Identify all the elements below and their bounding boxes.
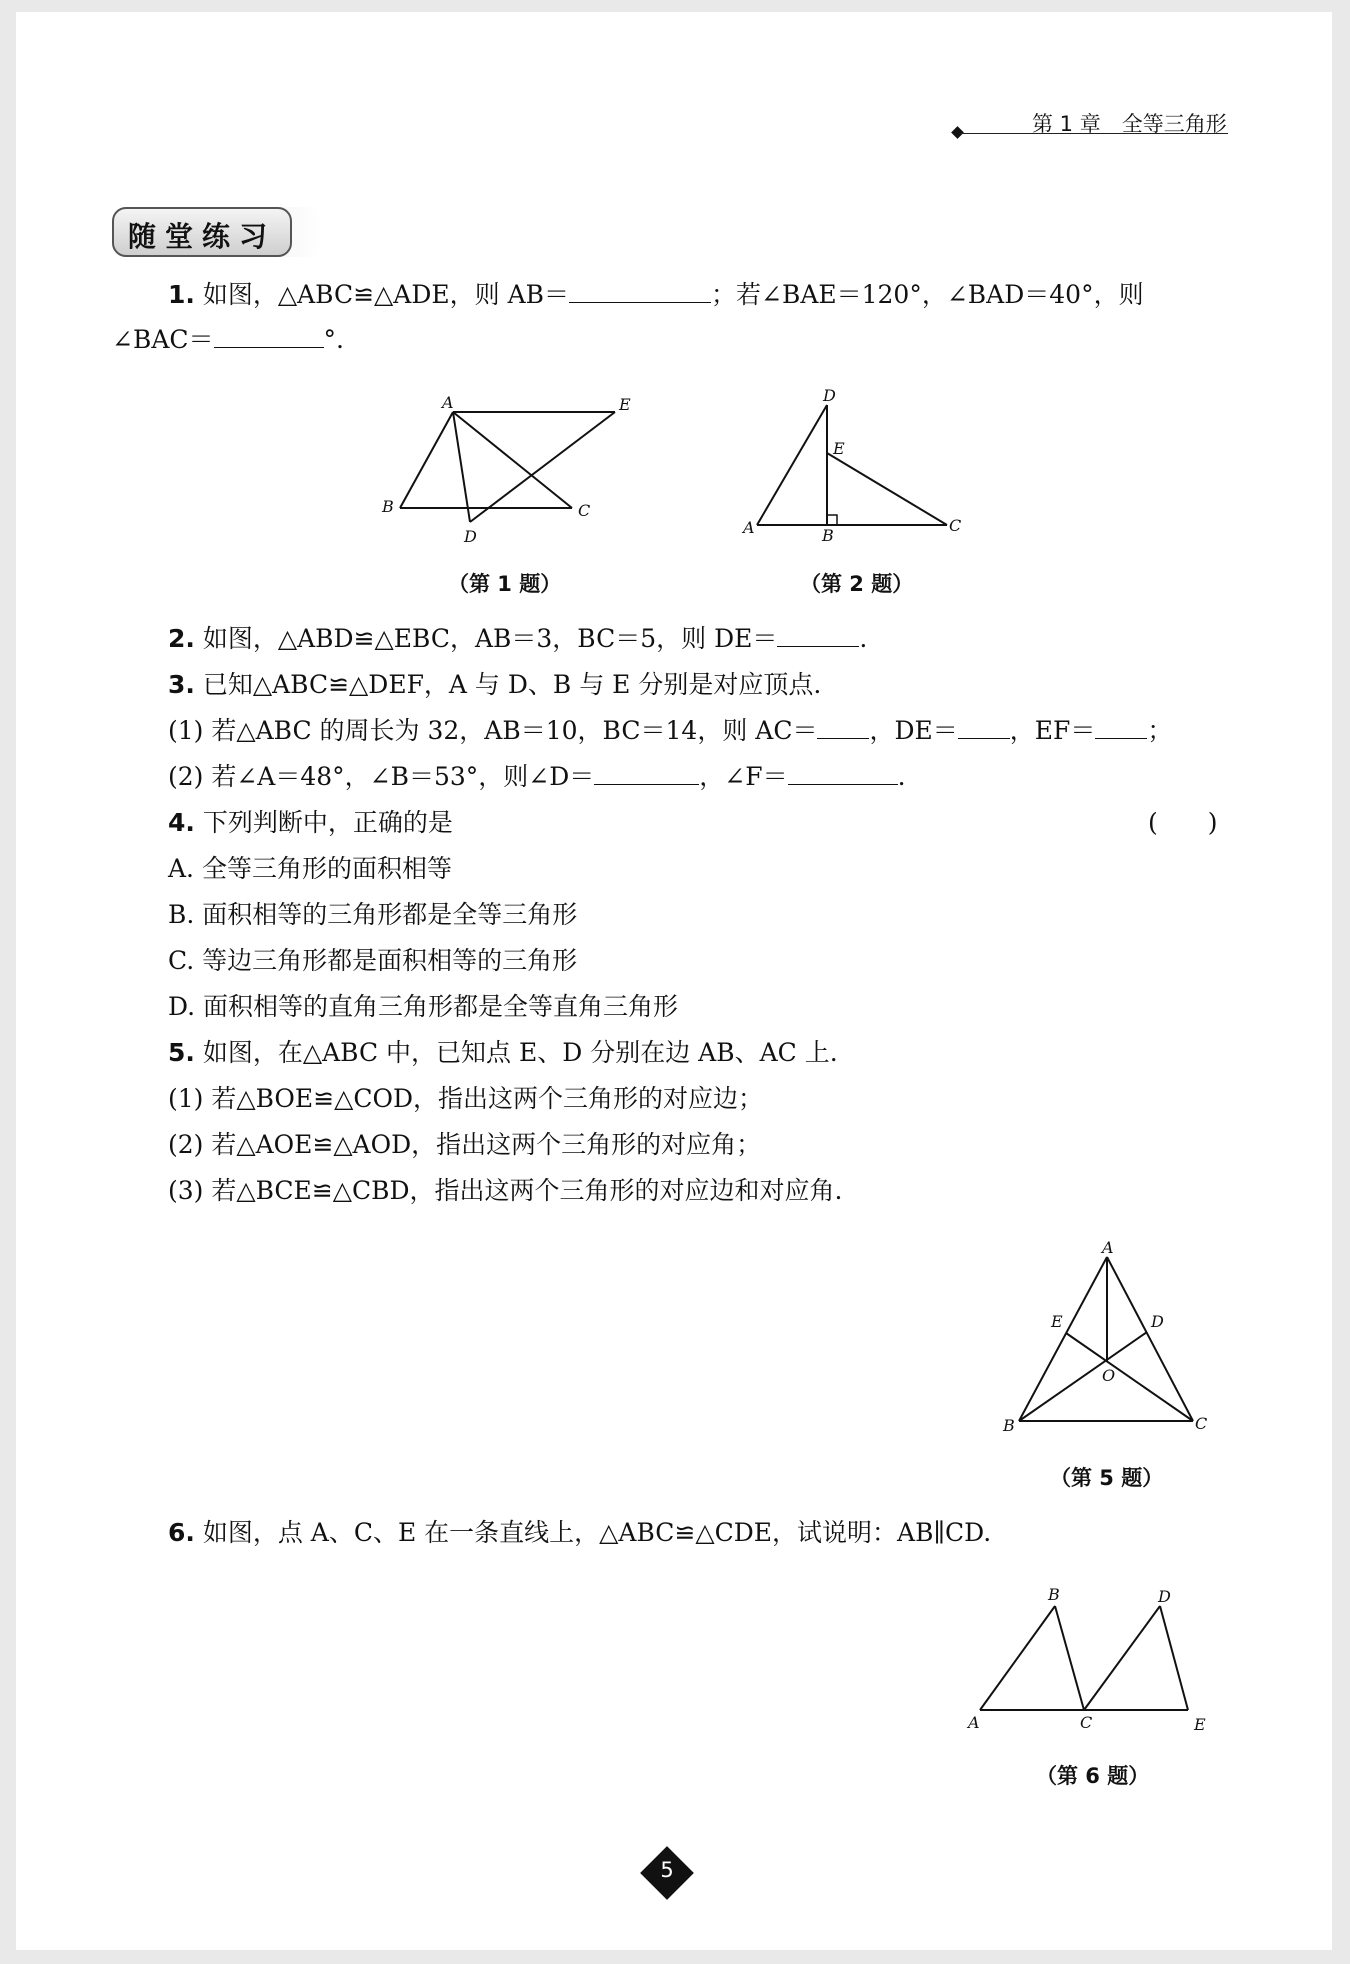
q4-line bbox=[168, 806, 453, 840]
q4-number: 4. bbox=[168, 808, 195, 837]
fig2-label-b: B bbox=[822, 526, 834, 545]
figure-2-diagram bbox=[735, 385, 975, 545]
header-rule bbox=[960, 133, 1228, 134]
figure-1-diagram bbox=[370, 390, 640, 550]
q1-text-a: 如图，△ABC≌△ADE，则 AB＝ bbox=[202, 280, 569, 309]
fig5-label-e: E bbox=[1051, 1312, 1063, 1331]
fig1-label-c: C bbox=[578, 501, 591, 520]
q3-p1-d: ； bbox=[1147, 716, 1173, 745]
q3-blank-ac[interactable] bbox=[817, 716, 869, 739]
q3-p2-c: . bbox=[897, 762, 906, 791]
q5-part2: (2) 若△AOE≌△AOD，指出这两个三角形的对应角； bbox=[168, 1130, 762, 1159]
fig5-label-a: A bbox=[1102, 1238, 1114, 1257]
fig6-label-e: E bbox=[1194, 1715, 1206, 1734]
q4-text: 下列判断中，正确的是 bbox=[202, 808, 453, 837]
fig6-label-d: D bbox=[1158, 1587, 1171, 1606]
q4-option-c[interactable]: C. 等边三角形都是面积相等的三角形 bbox=[168, 946, 578, 975]
fig2-label-e: E bbox=[833, 439, 845, 458]
q1-line2 bbox=[112, 323, 344, 357]
fig1-label-a: A bbox=[442, 393, 454, 412]
q2-text-a: 如图，△ABD≌△EBC，AB＝3，BC＝5，则 DE＝ bbox=[202, 624, 778, 653]
section-badge bbox=[112, 207, 322, 257]
q6-line bbox=[168, 1516, 991, 1550]
q4-option-d[interactable]: D. 面积相等的直角三角形都是全等直角三角形 bbox=[168, 992, 679, 1021]
fig2-label-d: D bbox=[823, 386, 836, 405]
q3-part2 bbox=[168, 760, 906, 794]
q3-p1-c: ，EF＝ bbox=[1009, 716, 1096, 745]
q6-number: 6. bbox=[168, 1518, 195, 1547]
figure-5-caption: （第 5 题） bbox=[1050, 1466, 1164, 1490]
fig5-label-o: O bbox=[1102, 1366, 1116, 1385]
q1-line1 bbox=[168, 278, 1144, 312]
q4-option-b[interactable]: B. 面积相等的三角形都是全等三角形 bbox=[168, 900, 578, 929]
q2-text-b: . bbox=[859, 624, 868, 653]
fig1-label-d: D bbox=[464, 527, 477, 546]
fig6-label-a: A bbox=[968, 1713, 980, 1732]
q5-text: 如图，在△ABC 中，已知点 E、D 分别在边 AB、AC 上. bbox=[202, 1038, 838, 1067]
q1-text-c: ∠BAC＝ bbox=[112, 325, 214, 354]
fig5-label-c: C bbox=[1195, 1414, 1208, 1433]
q4-option-a[interactable]: A. 全等三角形的面积相等 bbox=[168, 854, 452, 883]
section-title: 随堂练习 bbox=[128, 220, 277, 253]
q1-text-d: °. bbox=[323, 325, 344, 354]
q3-p1-b: ，DE＝ bbox=[869, 716, 958, 745]
q3-part1 bbox=[168, 714, 1172, 748]
q3-line bbox=[168, 668, 821, 702]
q3-blank-de[interactable] bbox=[958, 716, 1010, 739]
chapter-header: 第 1 章 全等三角形 bbox=[1032, 112, 1227, 136]
q3-text: 已知△ABC≌△DEF，A 与 D、B 与 E 分别是对应顶点. bbox=[202, 670, 822, 699]
q3-number: 3. bbox=[168, 670, 195, 699]
q5-part1: (1) 若△BOE≌△COD，指出这两个三角形的对应边； bbox=[168, 1084, 764, 1113]
q3-p2-a: (2) 若∠A＝48°，∠B＝53°，则∠D＝ bbox=[168, 762, 595, 791]
fig2-label-c: C bbox=[949, 516, 962, 535]
q1-text-b: ；若∠BAE＝120°，∠BAD＝40°，则 bbox=[711, 280, 1144, 309]
fig5-label-d: D bbox=[1151, 1312, 1164, 1331]
figure-1-caption: （第 1 题） bbox=[448, 572, 562, 596]
q1-blank-ab[interactable] bbox=[569, 280, 711, 303]
fig2-label-a: A bbox=[743, 518, 755, 537]
q5-part3: (3) 若△BCE≌△CBD，指出这两个三角形的对应边和对应角. bbox=[168, 1176, 843, 1205]
q3-blank-ef[interactable] bbox=[1095, 716, 1147, 739]
figure-5-diagram bbox=[995, 1235, 1215, 1435]
figure-6-diagram bbox=[960, 1580, 1215, 1740]
fig1-label-e: E bbox=[619, 395, 631, 414]
q2-number: 2. bbox=[168, 624, 195, 653]
section-badge-frame bbox=[112, 207, 292, 257]
page-number: 5 bbox=[660, 1858, 674, 1882]
q3-blank-angle-f[interactable] bbox=[788, 762, 898, 785]
q5-number: 5. bbox=[168, 1038, 195, 1067]
q3-blank-angle-d[interactable] bbox=[594, 762, 699, 785]
q3-p1-a: (1) 若△ABC 的周长为 32，AB＝10，BC＝14，则 AC＝ bbox=[168, 716, 818, 745]
figure-6-caption: （第 6 题） bbox=[1036, 1764, 1150, 1788]
fig1-label-b: B bbox=[382, 497, 394, 516]
fig6-label-c: C bbox=[1080, 1713, 1093, 1732]
q3-p2-b: ，∠F＝ bbox=[699, 762, 788, 791]
fig6-label-b: B bbox=[1048, 1585, 1060, 1604]
q5-line bbox=[168, 1036, 838, 1070]
fig5-label-b: B bbox=[1003, 1416, 1015, 1435]
figure-2-caption: （第 2 题） bbox=[800, 572, 914, 596]
q1-number: 1. bbox=[168, 280, 195, 309]
q1-blank-angle[interactable] bbox=[214, 325, 324, 348]
q2-line bbox=[168, 622, 867, 656]
q2-blank-de[interactable] bbox=[777, 624, 859, 647]
q6-text: 如图，点 A、C、E 在一条直线上，△ABC≌△CDE，试说明：AB∥CD. bbox=[202, 1518, 992, 1547]
q4-answer-paren[interactable]: ( ) bbox=[1148, 808, 1218, 837]
